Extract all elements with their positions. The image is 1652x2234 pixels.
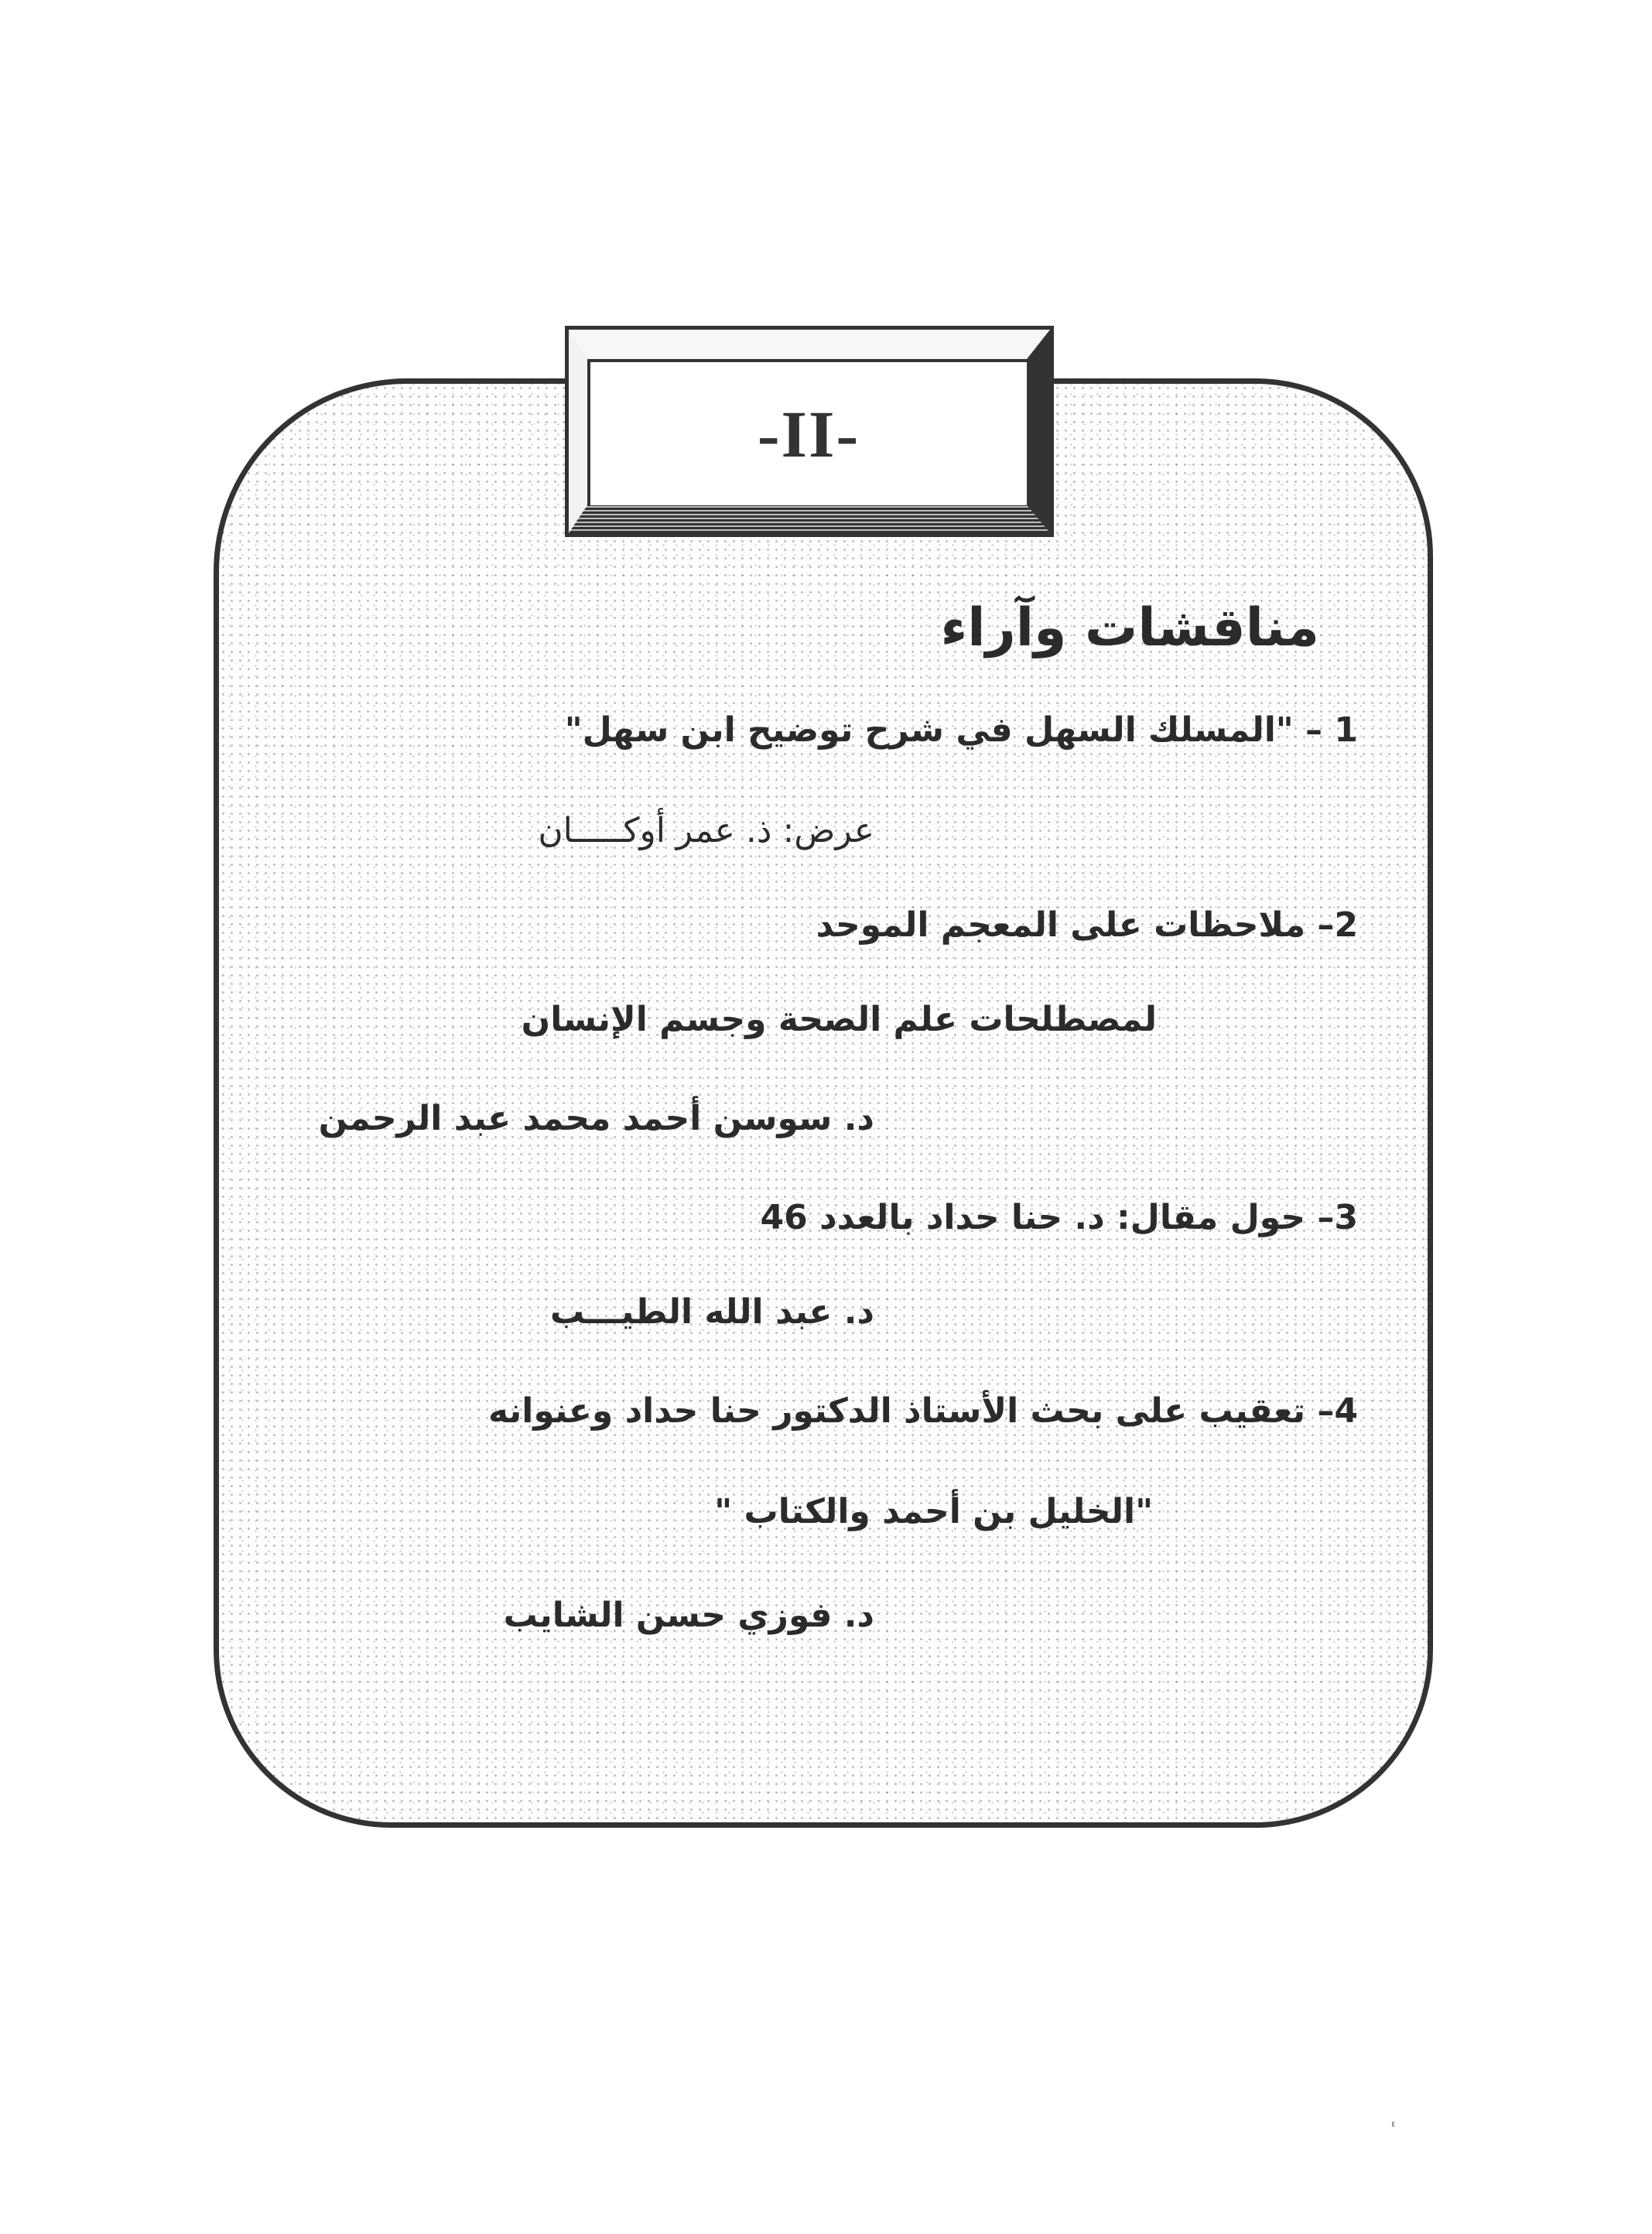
bevel-right	[1027, 330, 1050, 533]
entry-2-title: 2– ملاحظات على المعجم الموحد	[816, 905, 1358, 945]
entry-3-author: د. عبد الله الطيـــب	[549, 1292, 874, 1332]
bevel-top	[569, 330, 1050, 359]
entry-3-title: 3– حول مقال: د. حنا حداد بالعدد 46	[760, 1198, 1358, 1237]
section-number: -II-	[757, 396, 860, 471]
entry-4-author: د. فوزي حسن الشايب	[503, 1596, 874, 1635]
section-label-box	[565, 326, 1054, 537]
bevel-left	[569, 330, 587, 533]
entry-2-author: د. سوسن أحمد محمد عبد الرحمن	[318, 1099, 874, 1138]
section-label-inner	[587, 359, 1027, 505]
bevel-bottom	[569, 505, 1050, 533]
entry-1-title: 1 – "المسلك السهل في شرح توضيح ابن سهل"	[564, 710, 1358, 750]
entry-4-title: 4– تعقيب على بحث الأستاذ الدكتور حنا حداد وعنوانه	[488, 1391, 1358, 1431]
entry-4-title-cont: "الخليل بن أحمد والكتاب "	[714, 1492, 1153, 1531]
page-corner-mark: ٤	[1391, 2120, 1396, 2129]
entry-2-title-cont: لمصطلحات علم الصحة وجسم الإنسان	[521, 1000, 1157, 1039]
entry-1-author: عرض: ذ. عمر أوكـــــان	[538, 811, 874, 850]
page-title: مناقشات وآراء	[940, 597, 1319, 659]
